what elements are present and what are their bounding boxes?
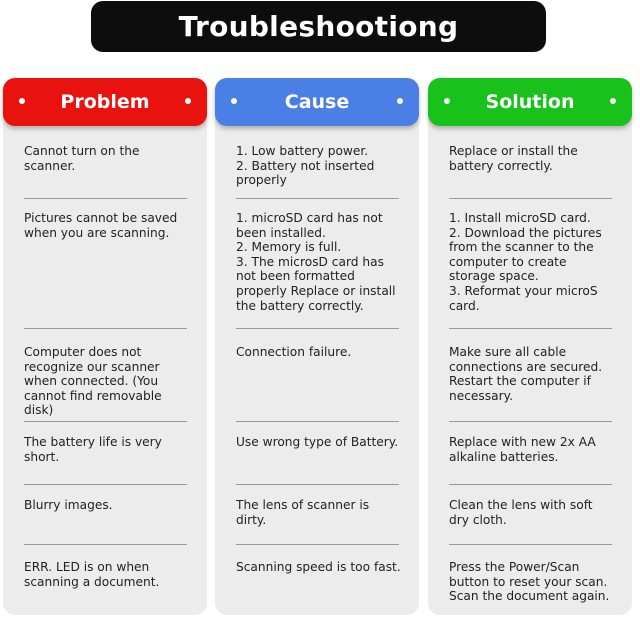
row-divider	[236, 484, 399, 485]
problem-cell: The battery life is very short.	[24, 435, 162, 464]
row-divider	[449, 484, 612, 485]
dot-icon	[610, 98, 616, 104]
row-divider	[449, 544, 612, 545]
row-divider	[24, 544, 187, 545]
solution-cell: Make sure all cable connections are secured. Restart the computer if necessary.	[449, 345, 603, 403]
title-banner	[91, 1, 546, 52]
row-divider	[449, 421, 612, 422]
solution-cell: Clean the lens with soft dry cloth.	[449, 498, 593, 527]
solution-header-label: Solution	[485, 91, 575, 113]
row-divider	[236, 328, 399, 329]
page-title: Troubleshootiong	[178, 10, 459, 43]
problem-cell: Blurry images.	[24, 498, 113, 512]
dot-icon	[397, 98, 403, 104]
row-divider	[24, 421, 187, 422]
cause-cell: The lens of scanner is dirty.	[236, 498, 370, 527]
row-divider	[236, 198, 399, 199]
cause-column	[215, 78, 419, 615]
row-divider	[449, 198, 612, 199]
solution-column	[428, 78, 632, 615]
solution-cell: 1. Install microSD card. 2. Download the pictures from the scanner to the computer to create storage space. 3. Reformat your microS card.	[449, 211, 602, 313]
cause-header-label: Cause	[284, 91, 350, 113]
row-divider	[24, 198, 187, 199]
cause-cell: Connection failure.	[236, 345, 352, 359]
problem-cell: Pictures cannot be saved when you are scanning.	[24, 211, 178, 240]
row-divider	[236, 421, 399, 422]
problem-cell: Cannot turn on the scanner.	[24, 144, 140, 173]
solution-cell: Press the Power/Scan button to reset your scan. Scan the document again.	[449, 560, 610, 604]
cause-cell: 1. microSD card has not been installed. 2. Memory is full. 3. The microsD card has not been formatted properly Replace or install the battery correctly.	[236, 211, 396, 313]
problem-cell: Computer does not recognize our scanner when connected. (You cannot find removable disk)	[24, 345, 162, 418]
dot-icon	[185, 98, 191, 104]
row-divider	[236, 544, 399, 545]
row-divider	[24, 484, 187, 485]
problem-column	[3, 78, 207, 615]
cause-header	[215, 78, 419, 126]
dot-icon	[231, 98, 237, 104]
problem-header	[3, 78, 207, 126]
solution-header	[428, 78, 632, 126]
problem-cell: ERR. LED is on when scanning a document.	[24, 560, 160, 589]
row-divider	[449, 328, 612, 329]
cause-cell: 1. Low battery power. 2. Battery not inserted properly	[236, 144, 375, 188]
cause-cell: Use wrong type of Battery.	[236, 435, 399, 449]
dot-icon	[19, 98, 25, 104]
solution-cell: Replace or install the battery correctly.	[449, 144, 578, 173]
cause-cell: Scanning speed is too fast.	[236, 560, 401, 574]
solution-cell: Replace with new 2x AA alkaline batteries.	[449, 435, 596, 464]
dot-icon	[444, 98, 450, 104]
row-divider	[24, 328, 187, 329]
problem-header-label: Problem	[60, 91, 150, 113]
